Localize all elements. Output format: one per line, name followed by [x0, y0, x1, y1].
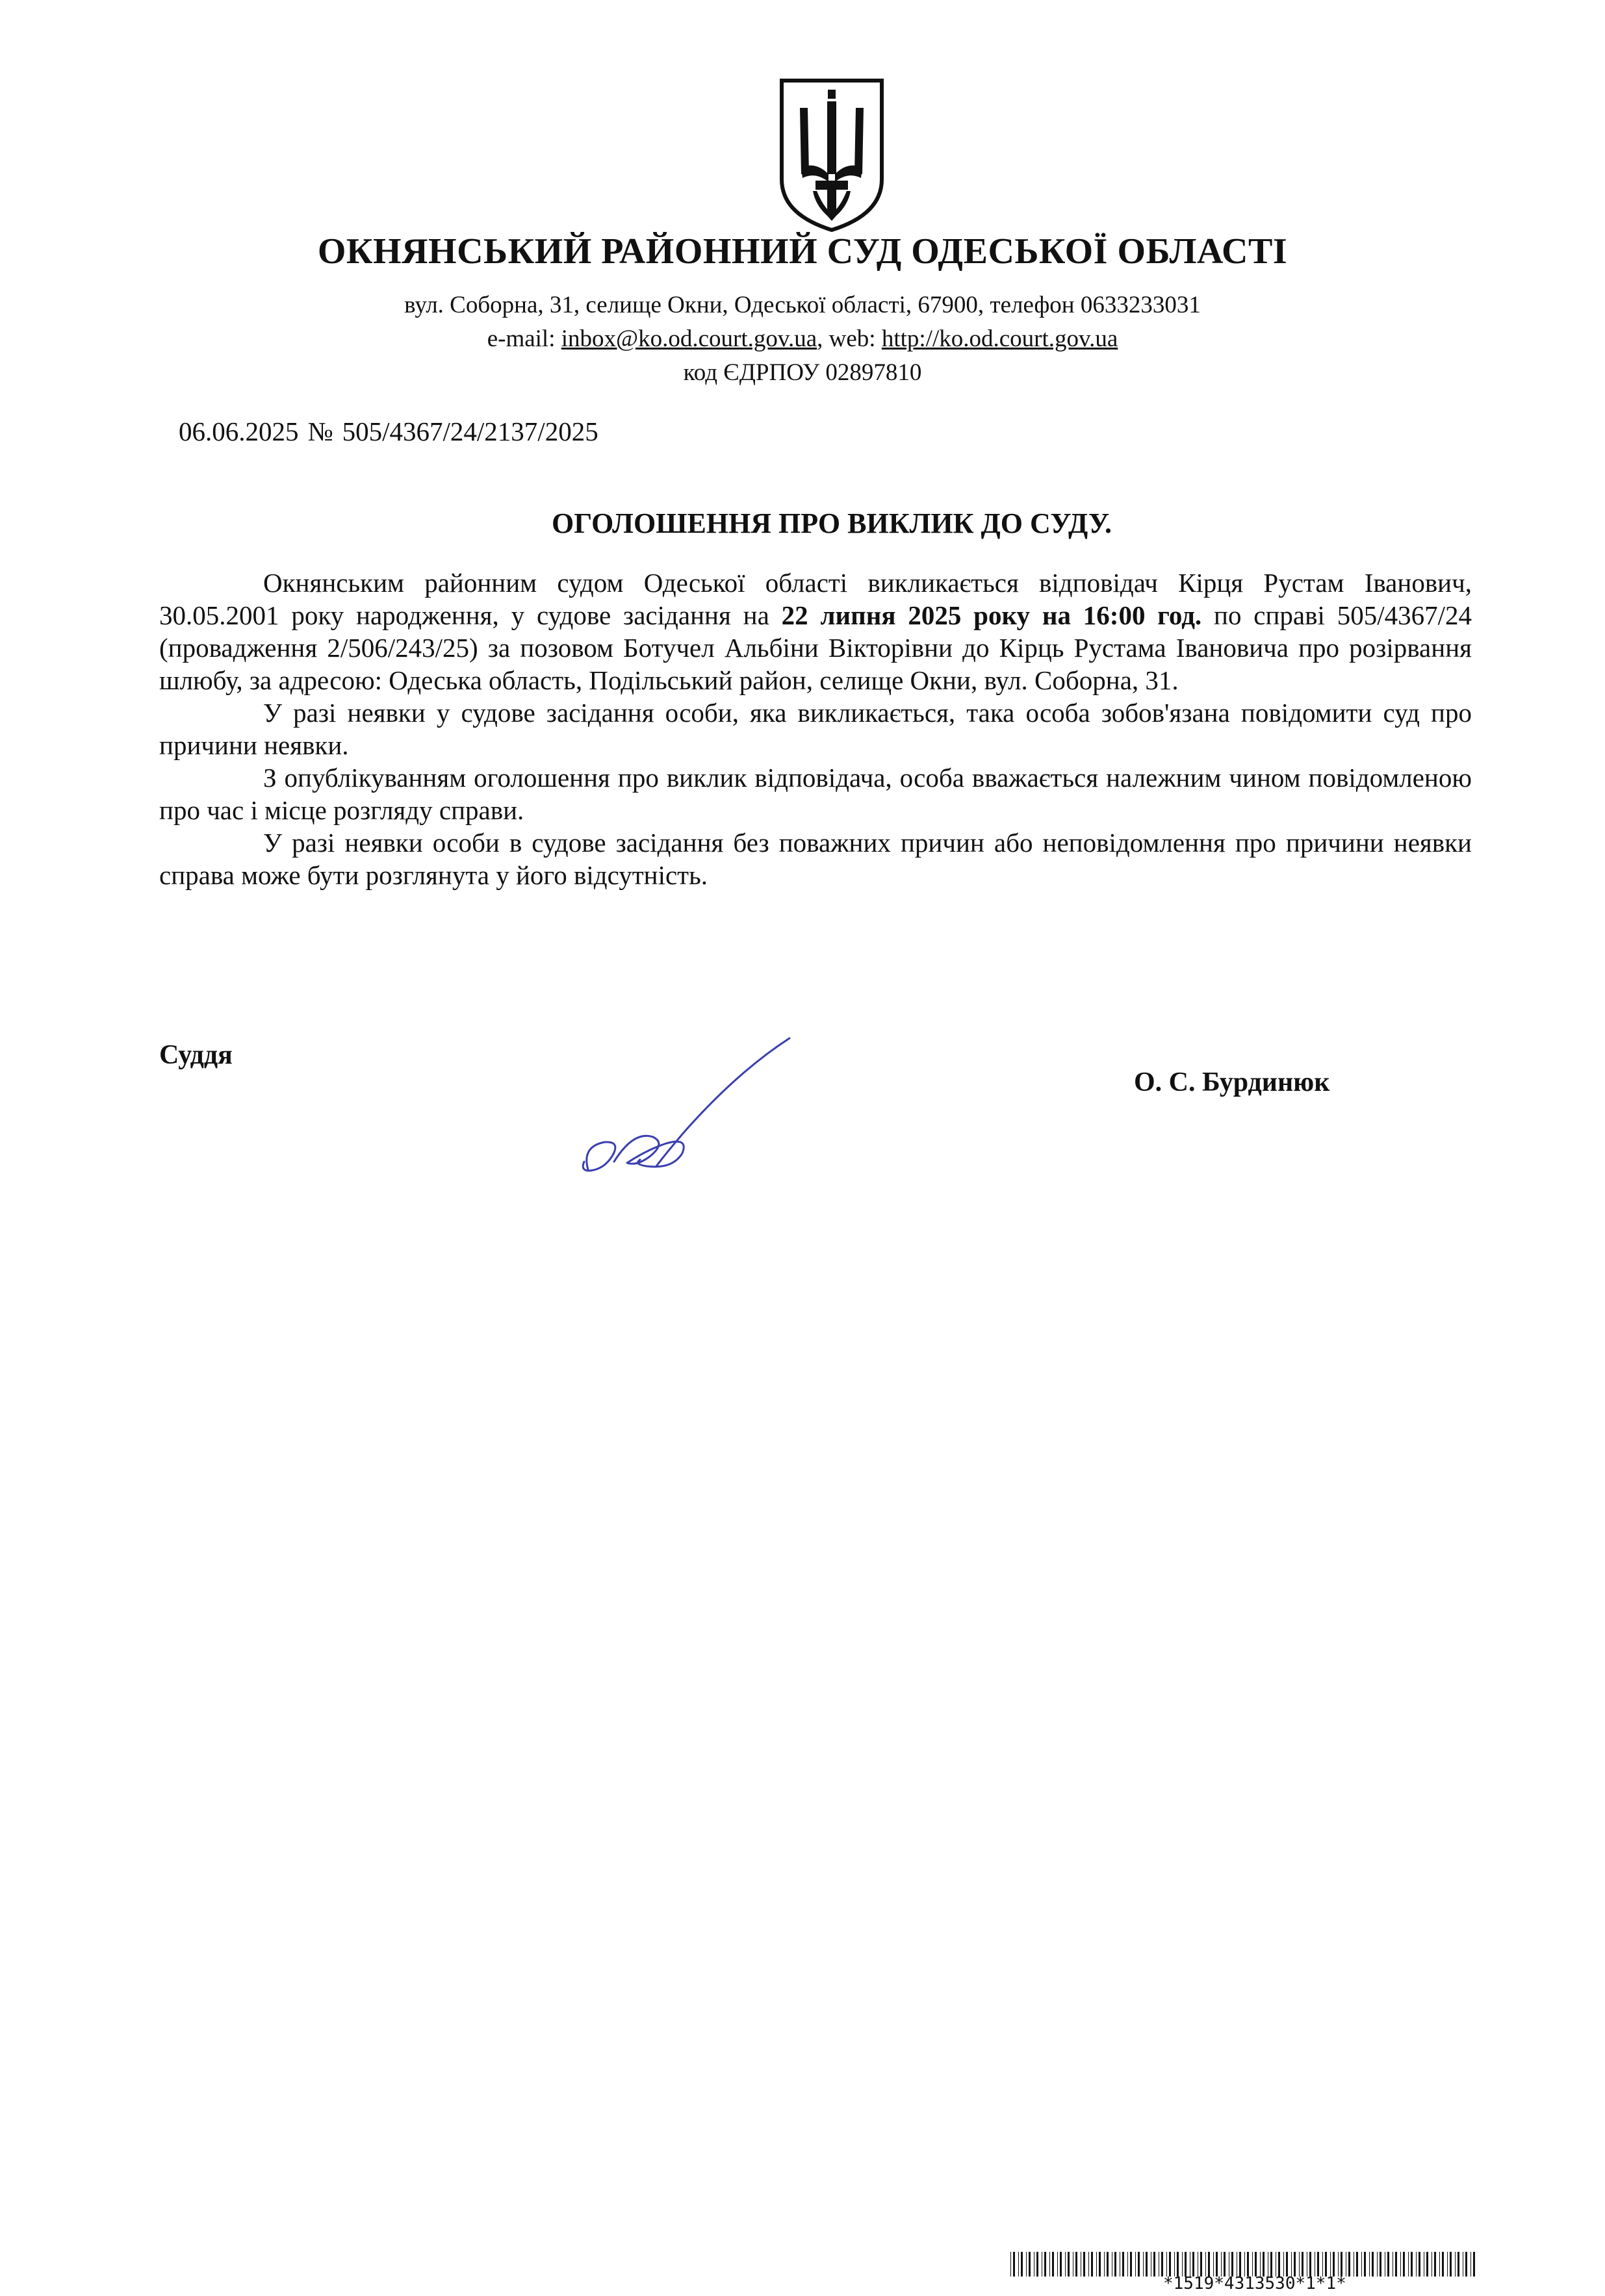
- paragraph-3: З опублікуванням оголошення про виклик відповідача, особа вважається належним чином повідомленою про час і місце розгляду справи.: [159, 763, 1472, 825]
- barcode-bar: [1231, 2252, 1233, 2277]
- judge-role: Суддя: [159, 1040, 233, 1070]
- barcode-bar: [1369, 2252, 1370, 2277]
- barcode-bar: [1377, 2252, 1378, 2277]
- barcode-bar: [1185, 2252, 1187, 2277]
- web-link[interactable]: http://ko.od.court.gov.ua: [881, 325, 1118, 352]
- barcode-bar: [1470, 2252, 1471, 2277]
- court-contacts: [0, 325, 1605, 353]
- barcode-bar: [1434, 2252, 1436, 2277]
- barcode-bar: [1333, 2252, 1335, 2277]
- barcode-bar: [1260, 2252, 1261, 2277]
- barcode-bar: [1356, 2252, 1358, 2277]
- barcode-bar: [1455, 2252, 1456, 2277]
- barcode-bar: [1447, 2252, 1448, 2277]
- barcode-bar: [1052, 2252, 1054, 2277]
- barcode-bar: [1439, 2252, 1440, 2277]
- barcode-bar: [1013, 2252, 1015, 2277]
- court-edrpou: код ЄДРПОУ 02897810: [683, 359, 922, 386]
- barcode-bar: [1224, 2252, 1226, 2277]
- paragraph-1: [159, 567, 1472, 696]
- barcode-bar: [1317, 2252, 1319, 2277]
- barcode-bar: [1029, 2252, 1031, 2277]
- barcode-bar: [1216, 2252, 1218, 2277]
- barcode-bar: [1252, 2252, 1253, 2277]
- barcode-bar: [1364, 2252, 1366, 2277]
- email-label: e-mail:: [487, 325, 561, 352]
- barcode-bar: [1099, 2252, 1101, 2277]
- barcode-bar: [1177, 2252, 1179, 2277]
- judge-name: О. С. Бурдинюк: [1134, 1067, 1330, 1097]
- barcode-bar: [1138, 2252, 1140, 2277]
- barcode-bar: [1403, 2252, 1405, 2277]
- barcode-bar: [1408, 2252, 1409, 2277]
- barcode-bar: [1192, 2252, 1194, 2277]
- barcode-bar: [1130, 2252, 1132, 2277]
- barcode-bar: [1213, 2252, 1214, 2277]
- handwritten-signature: [575, 1033, 802, 1182]
- barcode-bar: [1161, 2252, 1163, 2277]
- barcode-bar: [1270, 2252, 1272, 2277]
- barcode-bar: [1239, 2252, 1241, 2277]
- barcode-bar: [1372, 2252, 1374, 2277]
- barcode-bar: [1387, 2252, 1389, 2277]
- barcode-bar: [1057, 2252, 1058, 2277]
- barcode-bar: [1442, 2252, 1444, 2277]
- barcode-bar: [1400, 2252, 1401, 2277]
- barcode-bar: [1294, 2252, 1296, 2277]
- barcode-bar: [1182, 2252, 1183, 2277]
- barcode-bar: [1247, 2252, 1249, 2277]
- paragraph-1-text-c: по справі 505/4367/24 (провадження 2/506/243/25) за позовом Ботучел Альбіни Вікторівни до Кірць Рустама Івановича про розірвання шлюбу, за адресою: Одеська область, Подільський район, селище Окни, вул. Соборна, 31.: [159, 600, 1472, 695]
- barcode-bar: [1146, 2252, 1148, 2277]
- barcode-bar: [1283, 2252, 1284, 2277]
- barcode-bar: [1411, 2252, 1413, 2277]
- paragraph-1-text-a: Окнянським районним судом Одеської області викликається відповідач Кірця Рустам Іванович, 30.05.2001 року народження, у судове засідання на: [159, 568, 1472, 630]
- barcode-bar: [1395, 2252, 1397, 2277]
- barcode-bar: [1457, 2252, 1459, 2277]
- barcode-bar: [1348, 2252, 1350, 2277]
- barcode-bar: [1221, 2252, 1222, 2277]
- barcode-bar: [1291, 2252, 1292, 2277]
- barcode-bar: [1341, 2252, 1342, 2277]
- barcode: [1010, 2252, 1478, 2277]
- barcode-text: *1519*4313530*1*1*: [1163, 2274, 1346, 2293]
- barcode-bar: [1143, 2252, 1144, 2277]
- barcode-bar: [1278, 2252, 1280, 2277]
- barcode-bar: [1135, 2252, 1136, 2277]
- barcode-bar: [1473, 2252, 1475, 2277]
- barcode-bar: [1018, 2252, 1019, 2277]
- barcode-bar: [1060, 2252, 1062, 2277]
- document-date: 06.06.2025: [179, 416, 299, 446]
- barcode-bar: [1200, 2252, 1202, 2277]
- barcode-bar: [1065, 2252, 1066, 2277]
- number-sign: №: [307, 416, 333, 446]
- court-name: ОКНЯНСЬКИЙ РАЙОННИЙ СУД ОДЕСЬКОЇ ОБЛАСТІ: [317, 231, 1288, 272]
- barcode-bar: [1325, 2252, 1327, 2277]
- ukraine-trident-icon: [777, 77, 887, 233]
- barcode-bar: [1026, 2252, 1027, 2277]
- barcode-bar: [1049, 2252, 1050, 2277]
- hearing-datetime: 22 липня 2025 року на 16:00 год.: [781, 600, 1202, 630]
- notice-body: [159, 567, 1472, 891]
- barcode-bar: [1302, 2252, 1303, 2277]
- barcode-bar: [1255, 2252, 1257, 2277]
- web-label: , web:: [817, 325, 882, 352]
- barcode-bar: [1361, 2252, 1362, 2277]
- barcode-bar: [1044, 2252, 1046, 2277]
- barcode-bar: [1416, 2252, 1417, 2277]
- barcode-bar: [1465, 2252, 1467, 2277]
- barcode-bar: [1286, 2252, 1288, 2277]
- barcode-bar: [1068, 2252, 1070, 2277]
- barcode-bar: [1075, 2252, 1077, 2277]
- barcode-bar: [1208, 2252, 1210, 2277]
- barcode-bar: [1299, 2252, 1300, 2277]
- barcode-bar: [1205, 2252, 1206, 2277]
- barcode-bar: [1096, 2252, 1097, 2277]
- paragraph-4: У разі неявки особи в судове засідання без поважних причин або неповідомлення про причини неявки справа може бути розглянута у його відсутність.: [159, 828, 1472, 890]
- barcode-bar: [1174, 2252, 1175, 2277]
- email-link[interactable]: inbox@ko.od.court.gov.ua: [561, 325, 817, 352]
- barcode-bar: [1309, 2252, 1311, 2277]
- barcode-bar: [1450, 2252, 1452, 2277]
- barcode-bar: [1114, 2252, 1116, 2277]
- barcode-bar: [1166, 2252, 1167, 2277]
- barcode-bar: [1322, 2252, 1323, 2277]
- barcode-bar: [1263, 2252, 1265, 2277]
- paragraph-2: У разі неявки у судове засідання особи, яка викликається, така особа зобов'язана повідомити суд про причини неявки.: [159, 698, 1472, 760]
- barcode-bar: [1104, 2252, 1105, 2277]
- barcode-bar: [1107, 2252, 1109, 2277]
- barcode-bar: [1010, 2252, 1011, 2277]
- barcode-bar: [1036, 2252, 1038, 2277]
- notice-title: ОГОЛОШЕННЯ ПРО ВИКЛИК ДО СУДУ.: [552, 507, 1112, 539]
- barcode-bar: [1169, 2252, 1171, 2277]
- barcode-bar: [1380, 2252, 1381, 2277]
- barcode-bar: [1426, 2252, 1428, 2277]
- barcode-bar: [1021, 2252, 1023, 2277]
- barcode-bar: [1127, 2252, 1128, 2277]
- barcode-bar: [1122, 2252, 1124, 2277]
- barcode-bar: [1244, 2252, 1245, 2277]
- document-number: 505/4367/24/2137/2025: [342, 416, 598, 446]
- barcode-bar: [1083, 2252, 1085, 2277]
- barcode-bar: [1153, 2252, 1155, 2277]
- barcode-bar: [1338, 2252, 1339, 2277]
- court-address: вул. Соборна, 31, селище Окни, Одеської області, 67900, телефон 0633233031: [404, 292, 1201, 318]
- barcode-bar: [1419, 2252, 1420, 2277]
- barcode-bar: [1330, 2252, 1331, 2277]
- document-reference: [179, 416, 598, 447]
- barcode-bar: [1088, 2252, 1089, 2277]
- barcode-bar: [1091, 2252, 1093, 2277]
